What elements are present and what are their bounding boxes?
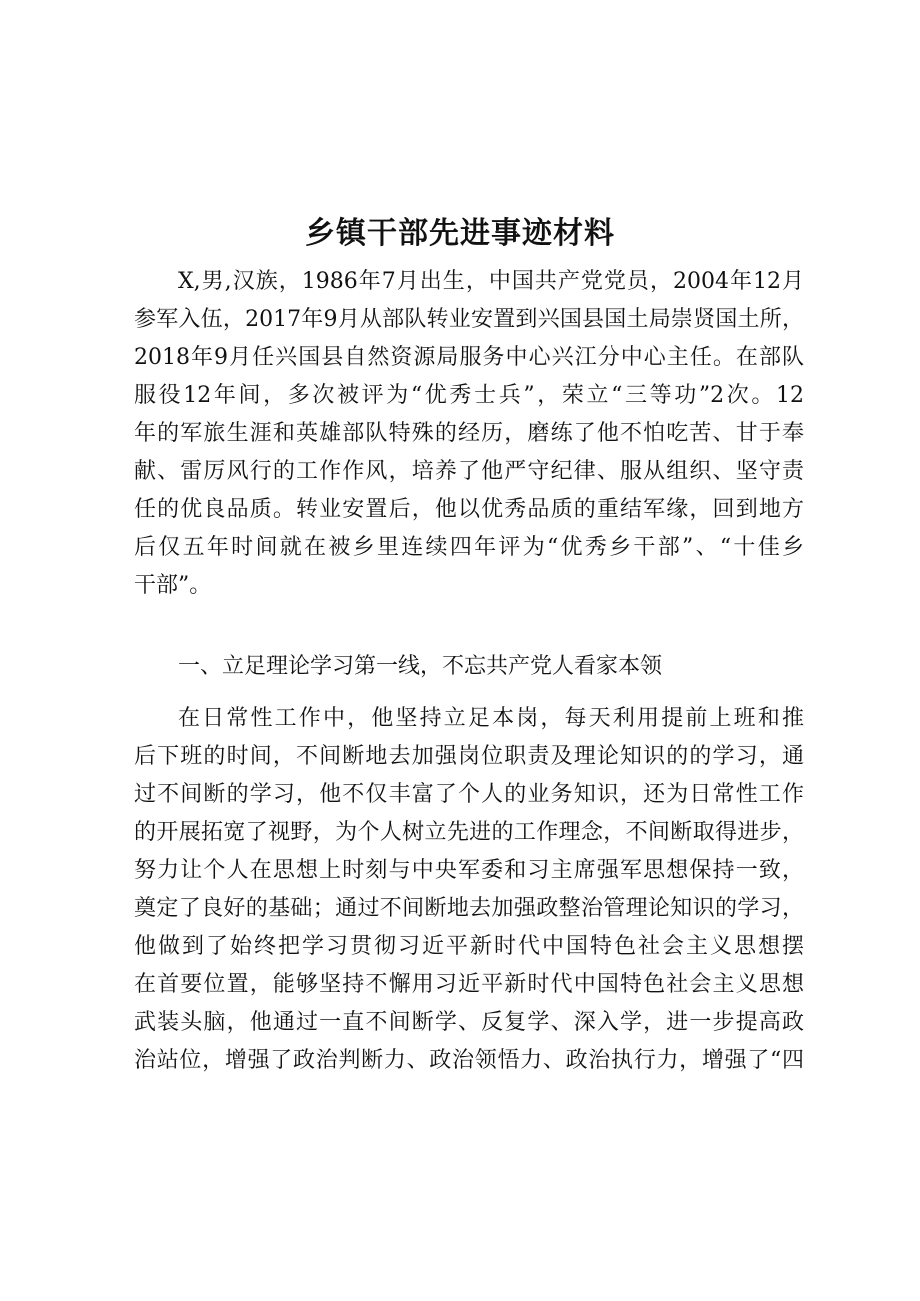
paragraph-line: 服役12年间，多次被评为“优秀士兵”，荣立“三等功”2次。12 <box>134 383 804 408</box>
paragraph-line: 后仅五年时间就在被乡里连续四年评为“优秀乡干部”、“十佳乡 <box>134 535 804 560</box>
paragraph-intro <box>134 263 804 605</box>
paragraph-line: 努力让个人在思想上时刻与中央军委和习主席强军思想保持一致， <box>134 858 804 883</box>
paragraph-line: 年的军旅生涯和英雄部队特殊的经历，磨练了他不怕吃苦、甘于奉 <box>134 421 804 446</box>
document-title: 乡镇干部先进事迹材料 <box>305 216 615 251</box>
paragraph-line: 奠定了良好的基础；通过不间断地去加强政整治管理论知识的学习， <box>134 896 804 921</box>
paragraph-line: 武装头脑，他通过一直不间断学、反复学、深入学，进一步提高政 <box>134 1010 804 1035</box>
paragraph-line: 在首要位置，能够坚持不懈用习近平新时代中国特色社会主义思想 <box>134 972 804 997</box>
paragraph-line: 干部”。 <box>134 573 212 598</box>
paragraph-line: 参军入伍，2017年9月从部队转业安置到兴国县国土局崇贤国土所， <box>134 307 804 332</box>
paragraph-line: 治站位，增强了政治判断力、政治领悟力、政治执行力，增强了“四 <box>134 1048 804 1073</box>
paragraph-line: 任的优良品质。转业安置后，他以优秀品质的重结军缘，回到地方 <box>134 497 804 522</box>
paragraph-line: X,男,汉族，1986年7月出生，中国共产党党员，2004年12月 <box>178 269 804 294</box>
paragraph-line: 献、雷厉风行的工作作风，培养了他严守纪律、服从组织、坚守责 <box>134 459 804 484</box>
section-heading-text: 一、立足理论学习第一线，不忘共产党人看家本领 <box>178 654 663 679</box>
paragraph-line: 的开展拓宽了视野，为个人树立先进的工作理念，不间断取得进步， <box>134 820 804 845</box>
section-heading <box>134 648 804 686</box>
paragraph-line: 在日常性工作中，他坚持立足本岗，每天利用提前上班和推 <box>178 706 804 731</box>
paragraph-theory-study <box>134 700 804 1080</box>
paragraph-line: 后下班的时间，不间断地去加强岗位职责及理论知识的的学习，通 <box>134 744 804 769</box>
paragraph-line: 他做到了始终把学习贯彻习近平新时代中国特色社会主义思想摆 <box>134 934 804 959</box>
paragraph-line: 过不间断的学习，他不仅丰富了个人的业务知识，还为日常性工作 <box>134 782 804 807</box>
paragraph-line: 2018年9月任兴国县自然资源局服务中心兴江分中心主任。在部队 <box>134 345 804 370</box>
